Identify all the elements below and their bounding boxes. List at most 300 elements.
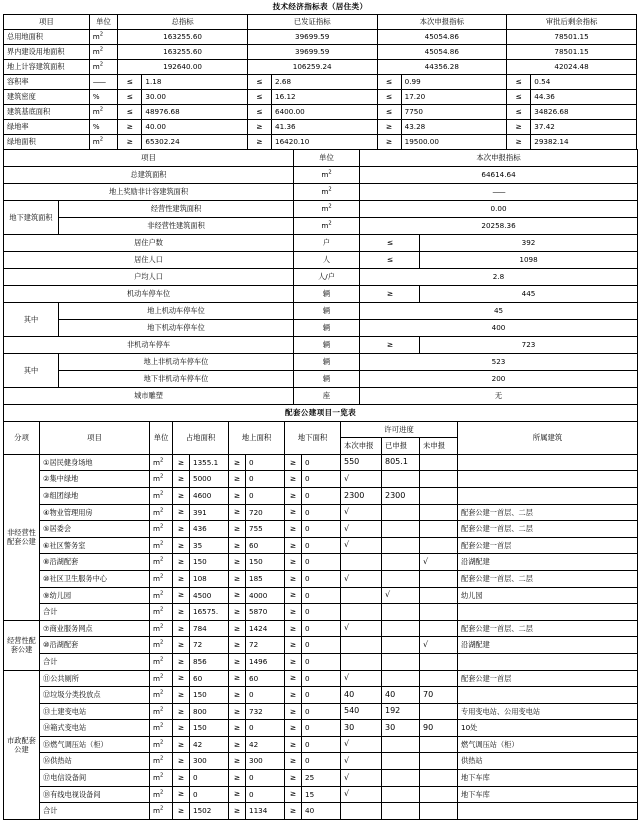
th-total: 总指标 [118,15,248,30]
table-row [4,75,637,90]
row-unit: $m^2$ [150,770,173,787]
cell-permit-applied [382,753,420,770]
current-application-indicator-table [3,149,638,405]
th-above-ground-area: 地上面积 [229,421,285,454]
cell-permit-not-applied [420,487,458,504]
cell-value: 0.00 [360,201,638,218]
row-label: ②集中绿地 [40,471,150,488]
group-label-non-operational: 非经营性配套公建 [4,454,40,620]
row-unit: 人 [294,252,360,269]
op-above: ≥ [229,537,246,554]
cell-building: 幼儿园 [458,587,638,604]
group-label-operational: 经营性配套公建 [4,620,40,670]
cell-value: 400 [360,320,638,337]
op-below: ≥ [285,454,302,471]
cell-land: 436 [190,521,229,538]
cell-permit-not-applied [420,670,458,687]
cell-permit-current: 40 [341,687,382,704]
op-below: ≥ [285,770,302,787]
cell-value: 2.8 [360,269,638,286]
table-row [4,120,637,135]
cell-permit-not-applied [420,570,458,587]
row-label: 合计 [40,604,150,621]
cell-apply: 43.28 [401,120,506,135]
cell-value: 523 [360,354,638,371]
cell-below: 0 [302,537,341,554]
cell-building: 配套公建一首层、二层 [458,570,638,587]
op-below: ≥ [285,587,302,604]
op-apply: ≥ [377,135,401,150]
row-unit: $m^2$ [294,201,360,218]
op-below: ≥ [285,570,302,587]
group-label-municipal: 市政配套公建 [4,670,40,819]
cell-land: 5000 [190,471,229,488]
op-below: ≥ [285,554,302,571]
table2-header-row [4,150,638,167]
row-label: ⑦商业服务网点 [40,620,150,637]
op-above: ≥ [229,770,246,787]
row-unit: $m^2$ [150,803,173,820]
row-label: ⑩社区卫生服务中心 [40,570,150,587]
cell-permit-not-applied: 70 [420,687,458,704]
table-row [4,269,638,286]
cell-permit-current: √ [341,570,382,587]
th-item: 项目 [4,15,90,30]
row-unit: $m^2$ [150,454,173,471]
cell-land: 300 [190,753,229,770]
cell-permit-applied: 2300 [382,487,420,504]
row-unit: $m^2$ [150,670,173,687]
table-row [4,587,638,604]
cell-above: 0 [246,786,285,803]
op-below: ≥ [285,521,302,538]
cell-permit-applied [382,803,420,820]
op-land: ≥ [173,687,190,704]
table-row [4,471,638,488]
op-below: ≥ [285,786,302,803]
cell-land: 60 [190,670,229,687]
th-remaining: 审批后剩余指标 [507,15,637,30]
cell-above: 1424 [246,620,285,637]
cell-land: 150 [190,720,229,737]
cell-remain: 44.36 [531,90,637,105]
cell-operator: ≥ [360,286,420,303]
op-below: ≥ [285,736,302,753]
cell-above: 1496 [246,653,285,670]
table-row [4,703,638,720]
op-below: ≥ [285,471,302,488]
cell-above: 5870 [246,604,285,621]
table-row [4,135,637,150]
cell-value: 无 [360,388,638,405]
cell-permit-current: √ [341,521,382,538]
op-land: ≥ [173,786,190,803]
th-permit-current: 本次申报 [341,438,382,455]
op-remain: ≤ [507,90,531,105]
cell-land: 1355.1 [190,454,229,471]
cell-apply: 19500.00 [401,135,506,150]
cell-permit-current: √ [341,753,382,770]
op-apply: ≤ [377,75,401,90]
cell-land: 108 [190,570,229,587]
cell-value: 1098 [420,252,638,269]
cell-land: 4600 [190,487,229,504]
cell-permit-current [341,803,382,820]
group-label-underground-area: 地下建筑面积 [4,201,59,235]
cell-permit-not-applied [420,537,458,554]
op-land: ≥ [173,454,190,471]
op-remain: ≥ [507,120,531,135]
row-unit: $m^2$ [150,570,173,587]
cell-remain: 42024.48 [507,60,637,75]
op-apply: ≤ [377,105,401,120]
op-land: ≥ [173,770,190,787]
op-below: ≥ [285,670,302,687]
row-label: ⑭箱式变电站 [40,720,150,737]
table-row [4,521,638,538]
op-land: ≥ [173,670,190,687]
cell-permit-applied [382,637,420,654]
row-label: 户均人口 [4,269,294,286]
cell-land: 0 [190,786,229,803]
row-unit: 辆 [294,303,360,320]
cell-land: 72 [190,637,229,654]
table-row [4,537,638,554]
op-land: ≥ [173,554,190,571]
cell-apply: 7750 [401,105,506,120]
table-row [4,487,638,504]
cell-below: 0 [302,554,341,571]
cell-permit-not-applied: 90 [420,720,458,737]
op-above: ≥ [229,637,246,654]
cell-above: 60 [246,670,285,687]
cell-below: 25 [302,770,341,787]
table-row [4,60,637,75]
op-above: ≥ [229,720,246,737]
cell-below: 0 [302,637,341,654]
row-label: 城市雕塑 [4,388,294,405]
op-issued: ≤ [247,90,271,105]
table-row [4,354,638,371]
cell-above: 0 [246,687,285,704]
op-issued: ≥ [247,135,271,150]
row-label: ⑱有线电视设备间 [40,786,150,803]
cell-building: 供热站 [458,753,638,770]
cell-above: 755 [246,521,285,538]
row-unit: $m^2$ [150,487,173,504]
cell-issued: 6400.00 [272,105,377,120]
row-label: 居住人口 [4,252,294,269]
row-unit: $m^2$ [89,135,118,150]
op-land: ≥ [173,471,190,488]
cell-permit-current [341,554,382,571]
cell-total: 1.18 [142,75,247,90]
op-below: ≥ [285,703,302,720]
cell-building [458,803,638,820]
table-row [4,388,638,405]
row-unit: 辆 [294,354,360,371]
table-row [4,504,638,521]
cell-permit-current: √ [341,504,382,521]
cell-permit-applied: 805.1 [382,454,420,471]
row-unit: $m^2$ [150,504,173,521]
cell-permit-applied [382,620,420,637]
cell-land: 856 [190,653,229,670]
group-label-among-which-motor: 其中 [4,303,59,337]
row-unit: $m^2$ [150,736,173,753]
cell-permit-not-applied [420,803,458,820]
cell-building: 配套公建一首层 [458,537,638,554]
table1-title-row [4,0,637,15]
op-land: ≥ [173,803,190,820]
row-unit: 辆 [294,371,360,388]
row-label: ⑪公共厕所 [40,670,150,687]
row-unit: $m^2$ [150,637,173,654]
cell-issued: 16420.10 [272,135,377,150]
op-below: ≥ [285,653,302,670]
table-row [4,320,638,337]
op-land: ≥ [173,537,190,554]
row-label: 建筑密度 [4,90,90,105]
cell-issued: 41.36 [272,120,377,135]
cell-permit-applied [382,736,420,753]
cell-issued: 39699.59 [247,30,377,45]
table-row-total [4,653,638,670]
cell-below: 0 [302,653,341,670]
op-above: ≥ [229,670,246,687]
table-row [4,218,638,235]
cell-permit-not-applied [420,770,458,787]
cell-below: 0 [302,604,341,621]
cell-permit-applied [382,653,420,670]
cell-permit-not-applied [420,587,458,604]
op-land: ≥ [173,637,190,654]
op-below: ≥ [285,753,302,770]
table-row [4,736,638,753]
cell-remain: 34826.68 [531,105,637,120]
th-current-apply: 本次申报指标 [377,15,507,30]
cell-permit-not-applied [420,736,458,753]
th-category: 分项 [4,421,40,454]
op-above: ≥ [229,620,246,637]
row-label: 地上计容建筑面积 [4,60,90,75]
th-permit-not-applied: 未申报 [420,438,458,455]
technical-economic-indicator-table [3,0,637,150]
cell-apply: 44356.28 [377,60,507,75]
cell-remain: 37.42 [531,120,637,135]
row-unit: $m^2$ [294,218,360,235]
row-unit: $m^2$ [89,60,118,75]
op-below: ≥ [285,687,302,704]
cell-value: 64614.64 [360,167,638,184]
th-land-area: 占地面积 [173,421,229,454]
cell-permit-not-applied [420,703,458,720]
cell-permit-current: √ [341,670,382,687]
op-land: ≥ [173,753,190,770]
row-unit: $m^2$ [150,537,173,554]
row-label: 地上非机动车停车位 [59,354,294,371]
op-apply: ≥ [377,120,401,135]
row-label: 地上机动车停车位 [59,303,294,320]
op-land: ≥ [173,570,190,587]
op-remain: ≥ [507,135,531,150]
row-unit: $m^2$ [150,786,173,803]
op-above: ≥ [229,471,246,488]
cell-building [458,471,638,488]
cell-below: 0 [302,587,341,604]
row-label: 总用地面积 [4,30,90,45]
op-apply: ≤ [377,90,401,105]
cell-land: 150 [190,687,229,704]
op-above: ≥ [229,521,246,538]
row-unit: $m^2$ [150,753,173,770]
table-row [4,770,638,787]
cell-building: 燃气调压站（柜） [458,736,638,753]
row-unit: $m^2$ [294,167,360,184]
cell-land: 150 [190,554,229,571]
row-label: 合计 [40,803,150,820]
op-remain: ≤ [507,105,531,120]
op-above: ≥ [229,504,246,521]
cell-value: —— [360,184,638,201]
cell-land: 1502 [190,803,229,820]
cell-land: 0 [190,770,229,787]
row-unit: 人/户 [294,269,360,286]
row-label: ①居民健身场地 [40,454,150,471]
row-unit: $m^2$ [294,184,360,201]
row-label: 经营性建筑面积 [59,201,294,218]
table-row [4,337,638,354]
cell-permit-applied [382,504,420,521]
row-unit: $m^2$ [150,604,173,621]
cell-above: 72 [246,637,285,654]
cell-permit-current: √ [341,786,382,803]
cell-permit-current [341,653,382,670]
op-above: ≥ [229,604,246,621]
op-total: ≤ [118,75,142,90]
cell-building: 沿湖配建 [458,637,638,654]
cell-permit-not-applied [420,504,458,521]
row-unit: $m^2$ [150,620,173,637]
cell-below: 0 [302,487,341,504]
cell-land: 4500 [190,587,229,604]
cell-above: 0 [246,720,285,737]
op-below: ≥ [285,537,302,554]
row-label: ④物业管理用房 [40,504,150,521]
cell-permit-not-applied [420,653,458,670]
row-unit: $m^2$ [150,687,173,704]
cell-permit-not-applied [420,786,458,803]
row-label: ⑬土建变电站 [40,703,150,720]
op-land: ≥ [173,620,190,637]
cell-apply: 45054.86 [377,30,507,45]
cell-above: 42 [246,736,285,753]
op-above: ≥ [229,487,246,504]
cell-remain: 29382.14 [531,135,637,150]
cell-permit-not-applied: √ [420,637,458,654]
row-label: 绿地面积 [4,135,90,150]
cell-building: 配套公建一首层 [458,670,638,687]
op-land: ≥ [173,703,190,720]
row-unit: $m^2$ [150,521,173,538]
cell-above: 0 [246,487,285,504]
cell-total: 30.00 [142,90,247,105]
cell-building: 配套公建一首层、二层 [458,504,638,521]
op-above: ≥ [229,703,246,720]
row-unit: 辆 [294,337,360,354]
cell-permit-not-applied [420,620,458,637]
table-row [4,554,638,571]
op-land: ≥ [173,604,190,621]
table2-body [4,150,638,405]
table-row [4,371,638,388]
cell-permit-not-applied: √ [420,554,458,571]
cell-below: 0 [302,670,341,687]
cell-below: 0 [302,703,341,720]
op-above: ≥ [229,570,246,587]
cell-operator: ≤ [360,235,420,252]
cell-land: 391 [190,504,229,521]
cell-permit-applied [382,554,420,571]
table-row [4,720,638,737]
table-row [4,670,638,687]
row-label: ⑩沿湖配套 [40,637,150,654]
table-row [4,45,637,60]
cell-total: 192640.00 [118,60,248,75]
cell-permit-current: 550 [341,454,382,471]
cell-land: 35 [190,537,229,554]
op-above: ≥ [229,687,246,704]
th-below-ground-area: 地下面积 [285,421,341,454]
table1-body [4,0,637,150]
op-issued: ≤ [247,75,271,90]
row-label: ⑫垃圾分类投放点 [40,687,150,704]
cell-below: 0 [302,736,341,753]
th-unit: 单位 [294,150,360,167]
op-above: ≥ [229,653,246,670]
cell-value: 723 [420,337,638,354]
cell-permit-applied [382,471,420,488]
cell-permit-current: 540 [341,703,382,720]
cell-permit-current [341,637,382,654]
row-unit: $m^2$ [150,554,173,571]
cell-total: 163255.60 [118,45,248,60]
cell-below: 0 [302,687,341,704]
op-issued: ≥ [247,120,271,135]
op-above: ≥ [229,786,246,803]
cell-permit-applied: √ [382,587,420,604]
cell-permit-applied: 192 [382,703,420,720]
cell-above: 1134 [246,803,285,820]
row-label: 绿地率 [4,120,90,135]
cell-operator: ≥ [360,337,420,354]
cell-permit-applied [382,537,420,554]
cell-building: 配套公建一首层、二层 [458,620,638,637]
cell-permit-current [341,604,382,621]
cell-building: 地下车库 [458,770,638,787]
row-label: 非经营性建筑面积 [59,218,294,235]
row-unit: $m^2$ [89,30,118,45]
cell-issued: 106259.24 [247,60,377,75]
table-row [4,184,638,201]
th-item: 项目 [40,421,150,454]
table-row [4,786,638,803]
table-row [4,167,638,184]
cell-below: 0 [302,570,341,587]
cell-permit-current: √ [341,471,382,488]
table-row [4,286,638,303]
cell-building: 地下车库 [458,786,638,803]
